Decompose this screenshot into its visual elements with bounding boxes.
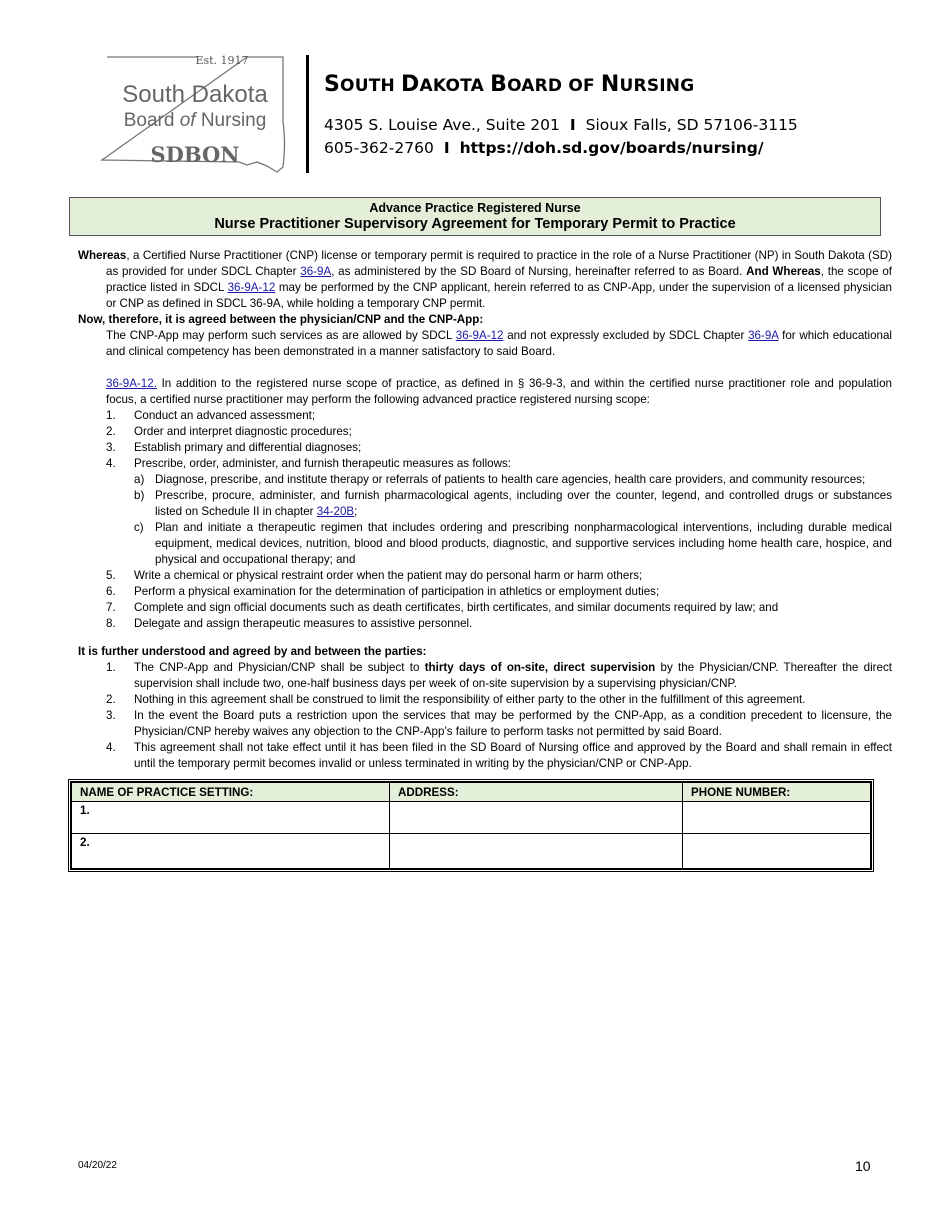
- list-item: 4. This agreement shall not take effect until it has been filed in the SD Board of Nursing office and approved by the Board and shall remain in effect until the temporary permit becomes invalid or unless terminated in writing by the physician/CNP or CNP-App.: [106, 741, 892, 770]
- sub-list-item: b) Prescribe, procure, administer, and furnish pharmacological agents, including over the counter, legend, and controlled drugs or substances listed on Schedule II in chapter 34-20B;: [134, 489, 892, 518]
- phone-field[interactable]: [683, 802, 871, 834]
- list-item: 1. Conduct an advanced assessment;: [106, 409, 316, 422]
- practice-setting-field[interactable]: 2.: [72, 834, 390, 869]
- link-36-9a[interactable]: 36-9A: [300, 265, 332, 278]
- page-number: 10: [855, 1158, 871, 1174]
- sub-list-item: c) Plan and initiate a therapeutic regimen that includes ordering and prescribing nonpharmacological interventions, including durable medical equipment, medical devices, nutrition, blood and blood products, diagnostic, and supportive services including home health care, hospice, and physical and occupational therapy; and: [134, 521, 892, 566]
- practice-setting-table: [68, 779, 874, 872]
- form-subtitle: Advance Practice Registered Nurse: [369, 201, 581, 215]
- table-header-row: [72, 783, 871, 802]
- further-list: [78, 660, 892, 772]
- further-heading: It is further understood and agreed by and between the parties:: [78, 645, 427, 658]
- logo-line2: Board of Nursing: [123, 110, 267, 131]
- logo-established: Est. 1917: [195, 54, 249, 67]
- org-address: 4305 S. Louise Ave., Suite 201 I Sioux Falls, SD 57106-3115: [324, 116, 798, 134]
- list-item: 2. Order and interpret diagnostic procedures;: [106, 425, 352, 438]
- list-item: 3. Establish primary and differential diagnoses;: [106, 441, 362, 454]
- address-field[interactable]: [390, 802, 683, 834]
- table-row: [72, 834, 871, 869]
- logo-line1: South Dakota: [122, 81, 268, 108]
- address-field[interactable]: [390, 834, 683, 869]
- list-item: 8. Delegate and assign therapeutic measures to assistive personnel.: [106, 617, 473, 630]
- agreement-paragraph: The CNP-App may perform such services as are allowed by SDCL 36-9A-12 and not expressly excluded by SDCL Chapter 36-9A for which educational and clinical competency has been demonstrated in a manner satisfactory to said Board.: [106, 329, 893, 358]
- column-header-practice-setting: NAME OF PRACTICE SETTING:: [72, 783, 390, 802]
- list-item: 2. Nothing in this agreement shall be construed to limit the responsibility of either party to the other in the fulfillment of this agreement.: [106, 693, 806, 706]
- list-item: 1. The CNP-App and Physician/CNP shall be subject to thirty days of on-site, direct supervision by the Physician/CNP. Thereafter the direct supervision shall include two, one-half business days per week of on-site supervision by a supervising physician/CNP.: [106, 661, 893, 690]
- phone-field[interactable]: [683, 834, 871, 869]
- whereas-paragraph: Whereas, a Certified Nurse Practitioner (CNP) license or temporary permit is required to practice in the role of a Nurse Practitioner (NP) in South Dakota (SD) as provided for under SDCL Chapter 36-9A, as administered by the SD Board of Nursing, hereinafter referred to as Board. And Whereas, the scope of practice listed in SDCL 36-9A-12 may be performed by the CNP applicant, herein referred to as CNP-App, under the supervision of a licensed physician or CNP as defined in SDCL 36-9A, while holding a temporary CNP permit.: [78, 249, 893, 310]
- link-36-9a[interactable]: 36-9A: [748, 329, 779, 342]
- column-header-phone: PHONE NUMBER:: [683, 783, 871, 802]
- org-phone: 605-362-2760: [324, 139, 434, 157]
- org-contact: 605-362-2760 I https://doh.sd.gov/boards/nursing/: [324, 139, 764, 157]
- list-item: 7. Complete and sign official documents such as death certificates, birth certificates, and similar documents required by law; and: [106, 601, 779, 614]
- form-title: Nurse Practitioner Supervisory Agreement for Temporary Permit to Practice: [214, 216, 736, 232]
- link-34-20b[interactable]: 34-20B: [316, 505, 355, 518]
- agreement-body: [78, 248, 892, 772]
- logo-abbr: SDBON: [150, 142, 240, 167]
- table-row: [72, 802, 871, 834]
- practice-setting-field[interactable]: 1.: [72, 802, 390, 834]
- scope-paragraph: 36-9A-12. In addition to the registered nurse scope of practice, as defined in § 36-9-3, and within the certified nurse practitioner role and population focus, a certified nurse practitioner may perform the following advanced practice registered nursing scope:: [106, 377, 892, 406]
- org-name: SOUTH DAKOTA BOARD OF NURSING: [324, 72, 695, 97]
- sub-list-item: a) Diagnose, prescribe, and institute therapy or referrals of patients to health care agencies, health care providers, and community resources;: [134, 473, 866, 486]
- revision-date: 04/20/22: [78, 1160, 117, 1171]
- list-item: 5. Write a chemical or physical restraint order when the patient may do personal harm or harm others;: [106, 569, 643, 582]
- list-item: 4. Prescribe, order, administer, and furnish therapeutic measures as follows:: [106, 457, 511, 470]
- link-36-9a-12[interactable]: 36-9A-12.: [106, 377, 157, 390]
- list-item: 3. In the event the Board puts a restriction upon the services that may be performed by the CNP-App, as a condition precedent to licensure, the Physician/CNP hereby waives any objection to the CNP-App’s failure to perform tasks not permitted by said Board.: [106, 709, 892, 738]
- link-36-9a-12[interactable]: 36-9A-12: [455, 329, 504, 342]
- org-website[interactable]: https://doh.sd.gov/boards/nursing/: [459, 139, 764, 157]
- list-item: 6. Perform a physical examination for the determination of participation in athletics or employment duties;: [106, 585, 660, 598]
- column-header-address: ADDRESS:: [390, 783, 683, 802]
- header-divider: [306, 55, 309, 173]
- agreement-heading: Now, therefore, it is agreed between the physician/CNP and the CNP-App:: [78, 313, 484, 326]
- form-title-box: [69, 197, 881, 236]
- link-36-9a-12[interactable]: 36-9A-12: [227, 281, 276, 294]
- sdbon-logo: [97, 52, 293, 177]
- scope-list: [78, 408, 892, 632]
